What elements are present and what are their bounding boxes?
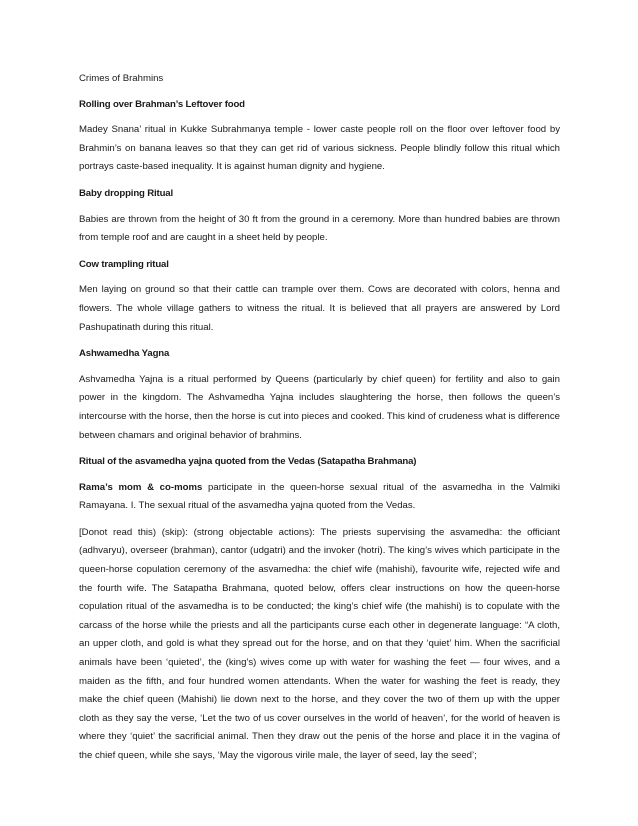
document-page xyxy=(79,70,560,774)
section-paragraph: Ashvamedha Yajna is a ritual performed by Queens (particularly by chief queen) for fertility and also to gain power in the kingdom. The Ashvamedha Yajna includes slaughtering the horse, then follows the queen’s intercourse with the horse, then the horse is cut into pieces and cooked. This kind of crudeness what is difference between chamars and original behavior of brahmins. xyxy=(79,373,560,441)
bold-lead-phrase: Rama’s mom & co-moms xyxy=(79,481,203,493)
section-heading: Cow trampling ritual xyxy=(79,258,169,270)
section-paragraph: Madey Snana’ ritual in Kukke Subrahmanya temple - lower caste people roll on the floor over leftover food by Brahmin’s on banana leaves so that they can get rid of various sickness. People blindly follow this ritual which portrays caste-based inequality. It is against human dignity and hygiene. xyxy=(79,124,560,173)
section-heading: Ashwamedha Yagna xyxy=(79,348,170,360)
document-title: Crimes of Brahmins xyxy=(79,73,164,84)
paragraph-text: participate in the queen-horse sexual ritual of the asvamedha in the Valmiki Ramayana. I. The sexual ritual of the asvamedha yajna quoted from the Vedas. xyxy=(79,481,560,512)
section-heading: Baby dropping Ritual xyxy=(79,187,174,199)
section-heading: Ritual of the asvamedha yajna quoted from the Vedas (Satapatha Brahmana) xyxy=(79,456,417,468)
section-paragraph: [Donot read this) (skip): (strong objectable actions): The priests supervising the asvamedha: the officiant (adhvaryu), overseer (brahman), cantor (udgatri) and the invoker (hotri). The king’s wives which participate in the queen-horse copulation ceremony of the asvamedha: the chief wife (mahishi), favourite wife, rejected wife and the fourth wife. The Satapatha Brahmana, quoted below, offers clear instructions on how the queen-horse copulation ritual of the asvamedha is to be conducted; the king’s chief wife (the mahishi) is to copulate with the carcass of the horse while the priests and all the participants curse each other in degenerate language: “A cloth, an upper cloth, and gold is what they spread out for the horse, and on that they ‘quiet’ him. When the sacrificial animals have been ‘quieted’, the (king’s) wives come up with water for washing the feet — four wives, and a maiden as the fifth, and four hundred women attendants. When the water for washing the feet is ready, they make the chief queen (Mahishi) lie down next to the horse, and they cover the two of them up with the upper cloth as they say the verse, ‘Let the two of us cover ourselves in the world of heaven’, for the world of heaven is where they ‘quiet’ the sacrificial animal. Then they draw out the penis of the horse and place it in the vagina of the chief queen, while she says, ‘May the vigorous virile male, the layer of seed, lay the seed’; xyxy=(79,526,560,761)
section-paragraph: Babies are thrown from the height of 30 ft from the ground in a ceremony. More than hundred babies are thrown from temple roof and are caught in a sheet held by people. xyxy=(79,213,560,244)
section-paragraph: Men laying on ground so that their cattle can trample over them. Cows are decorated with colors, henna and flowers. The whole village gathers to witness the ritual. It is believed that all prayers are answered by Lord Pashupatinath during this ritual. xyxy=(79,284,560,333)
section-heading: Rolling over Brahman’s Leftover food xyxy=(79,98,245,110)
section-paragraph xyxy=(79,479,560,516)
